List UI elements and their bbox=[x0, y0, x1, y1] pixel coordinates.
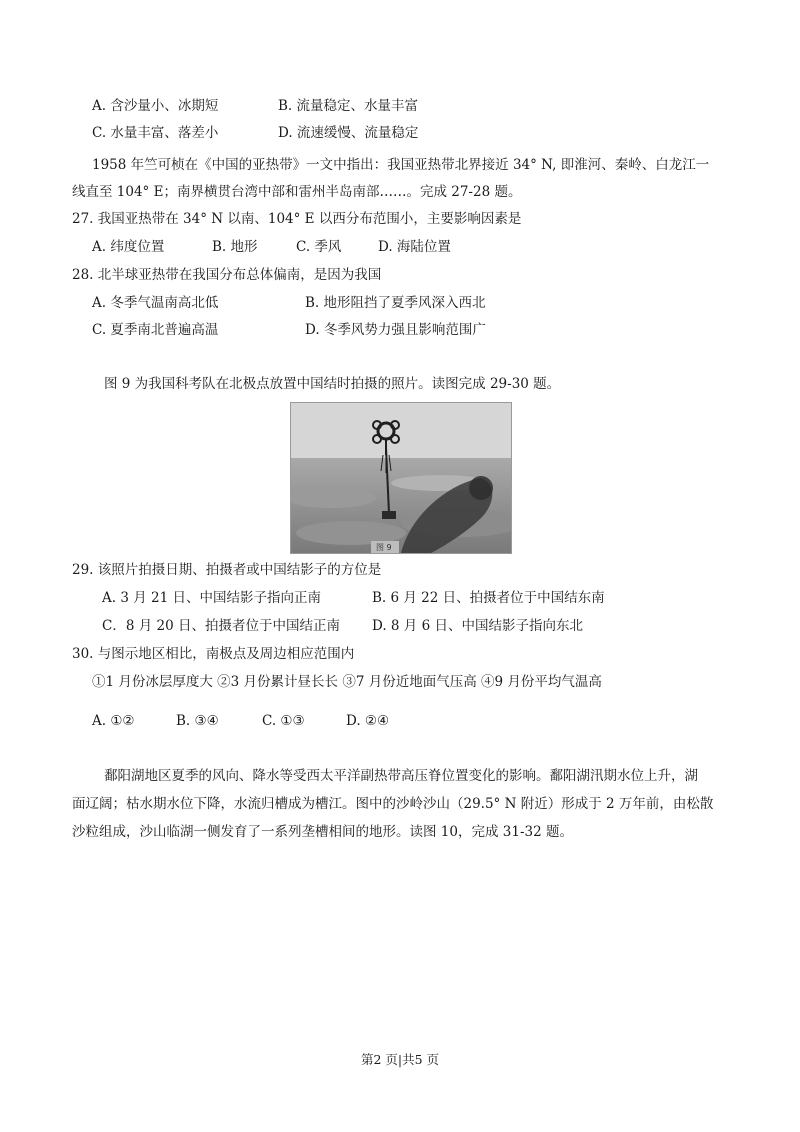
intro-31-32-line2: 面辽阔；枯水期水位下降，水流归槽成为槽江。图中的沙岭沙山（29.5° N 附近）形成于 2 万年前，由松散 bbox=[72, 796, 714, 812]
intro-29-30: 图 9 为我国科考队在北极点放置中国结时拍摄的照片。读图完成 29-30 题。 bbox=[104, 376, 561, 392]
option-28-b: B. 地形阻挡了夏季风深入西北 bbox=[305, 295, 486, 311]
question-28-stem: 28. 北半球亚热带在我国分布总体偏南，是因为我国 bbox=[72, 267, 382, 283]
question-30-items: ①1 月份冰层厚度大 ②3 月份累计昼长长 ③7 月份近地面气压高 ④9 月份平均气温高 bbox=[92, 674, 602, 690]
figure-caption: 图 9 bbox=[376, 543, 392, 552]
option-30-b: B. ③④ bbox=[176, 713, 219, 729]
option-26-a: A. 含沙量小、冰期短 bbox=[92, 98, 219, 114]
intro-31-32-line3: 沙粒组成，沙山临湖一侧发育了一系列垄槽相间的地形。读图 10，完成 31-32 题。 bbox=[72, 824, 573, 840]
intro-31-32-line1: 鄱阳湖地区夏季的风向、降水等受西太平洋副热带高压脊位置变化的影响。鄱阳湖汛期水位上升，湖 bbox=[104, 768, 698, 784]
option-30-c: C. ①③ bbox=[262, 713, 305, 729]
question-27-stem: 27. 我国亚热带在 34° N 以南、104° E 以西分布范围小，主要影响因素是 bbox=[72, 211, 522, 227]
option-26-b: B. 流量稳定、水量丰富 bbox=[278, 98, 419, 114]
option-28-c: C. 夏季南北普遍高温 bbox=[92, 322, 219, 338]
question-30-stem: 30. 与图示地区相比，南极点及周边相应范围内 bbox=[72, 646, 355, 662]
intro-27-28-line1: 1958 年竺可桢在《中国的亚热带》一文中指出：我国亚热带北界接近 34° N, 即淮河、秦岭、白龙江一 bbox=[92, 157, 710, 173]
option-28-d: D. 冬季风势力强且影响范围广 bbox=[305, 322, 486, 338]
option-26-d: D. 流速缓慢、流量稳定 bbox=[278, 125, 419, 141]
intro-27-28-line2: 线直至 104° E；南界横贯台湾中部和雷州半岛南部……。完成 27-28 题。 bbox=[72, 184, 522, 200]
option-30-a: A. ①② bbox=[92, 713, 135, 729]
question-29-stem: 29. 该照片拍摄日期、拍摄者或中国结影子的方位是 bbox=[72, 562, 382, 578]
option-27-d: D. 海陆位置 bbox=[378, 239, 451, 255]
option-28-a: A. 冬季气温南高北低 bbox=[92, 295, 219, 311]
option-29-c: C．8 月 20 日、拍摄者位于中国结正南 bbox=[102, 618, 340, 634]
page-footer: 第2 页|共5 页 bbox=[360, 1052, 440, 1067]
option-29-a: A. 3 月 21 日、中国结影子指向正南 bbox=[102, 590, 321, 606]
option-27-a: A. 纬度位置 bbox=[92, 239, 165, 255]
north-pole-photo bbox=[290, 402, 512, 554]
option-27-c: C. 季风 bbox=[296, 239, 342, 255]
photo-illustration bbox=[291, 403, 511, 553]
option-29-d: D. 8 月 6 日、中国结影子指向东北 bbox=[372, 618, 583, 634]
option-30-d: D. ②④ bbox=[346, 713, 390, 729]
option-26-c: C. 水量丰富、落差小 bbox=[92, 125, 219, 141]
option-27-b: B. 地形 bbox=[212, 239, 258, 255]
option-29-b: B. 6 月 22 日、拍摄者位于中国结东南 bbox=[372, 590, 605, 606]
